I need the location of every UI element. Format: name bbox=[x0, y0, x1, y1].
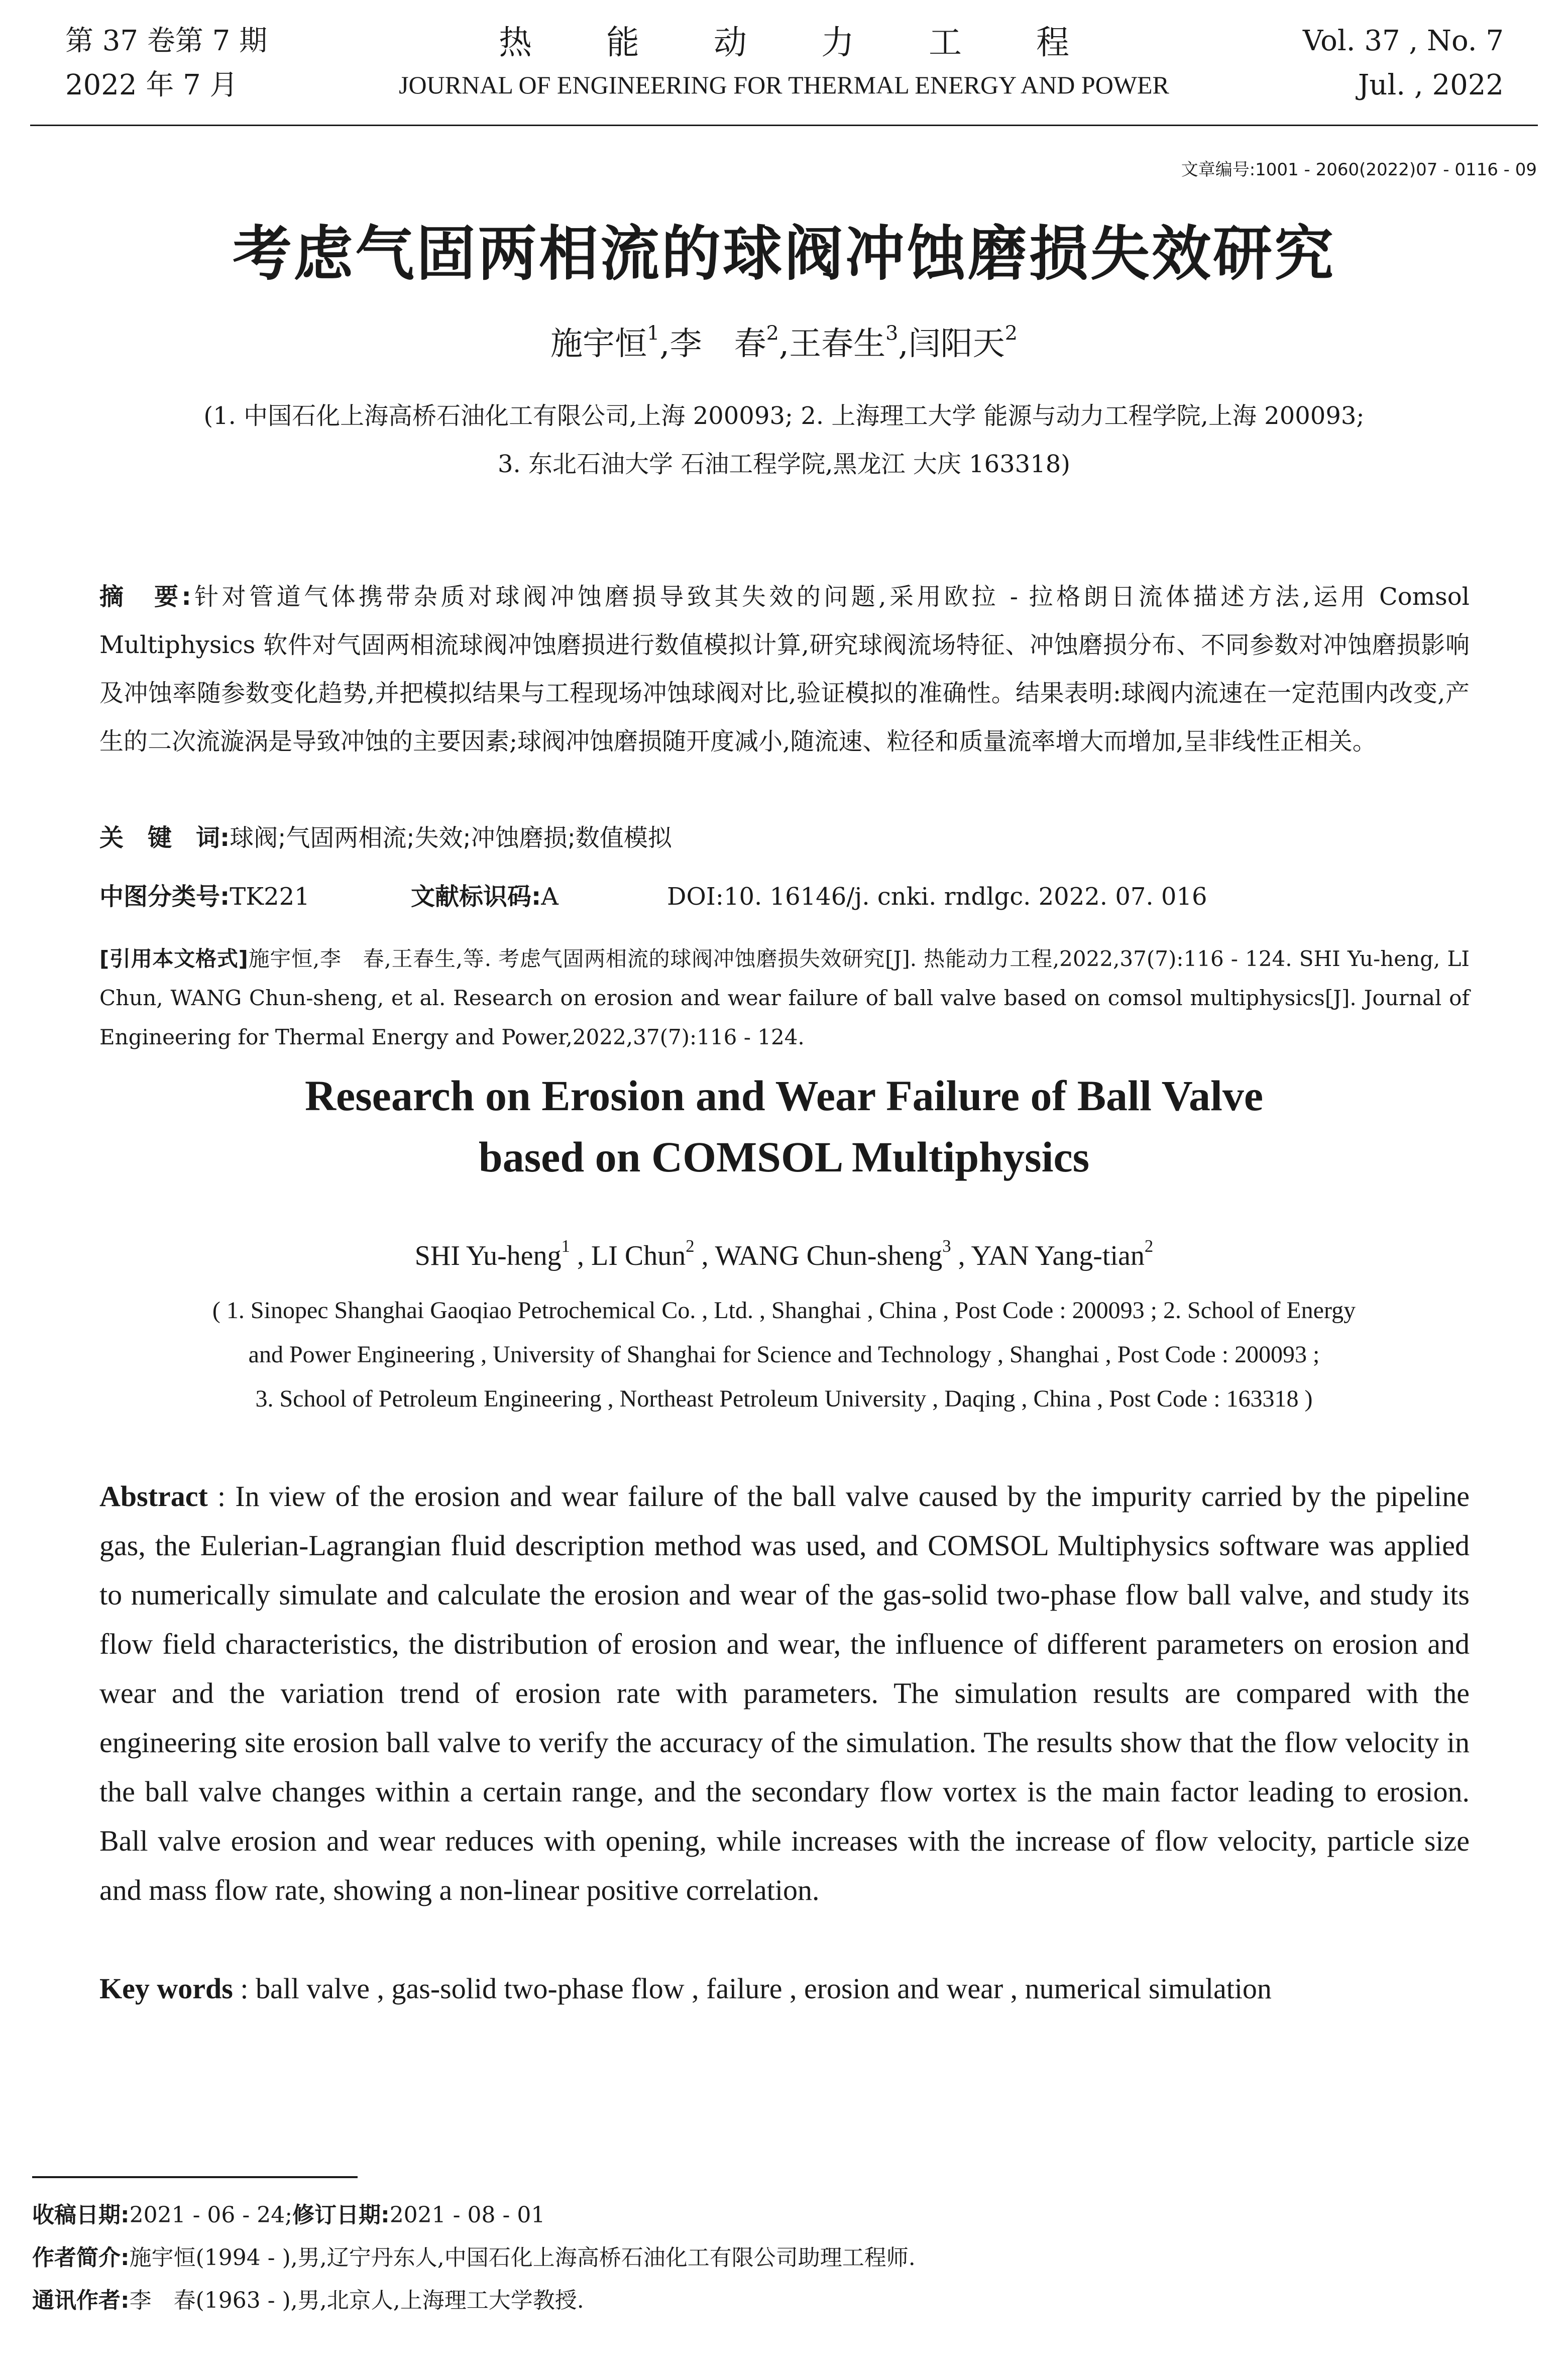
title-en bbox=[0, 1065, 1568, 1188]
doi: DOI:10. 16146/j. cnki. rndlgc. 2022. 07. 016 bbox=[667, 883, 1207, 911]
authors-cn bbox=[0, 321, 1568, 367]
journal-name-cn: 热能动力工程 bbox=[499, 23, 1144, 62]
article-number: 文章编号:1001 - 2060(2022)07 - 0116 - 09 bbox=[1181, 160, 1537, 180]
author-cn: 闫阳天$^2$ bbox=[908, 321, 1018, 363]
issue-date-en: Jul. , 2022 bbox=[1358, 69, 1504, 101]
abstract-cn-text: 针对管道气体携带杂质对球阀冲蚀磨损导致其失效的问题,采用欧拉 - 拉格朗日流体描述方法,运用 Comsol Multiphysics 软件对气固两相流球阀冲蚀磨损进行数值模拟计算,研究球阀流场特征、冲蚀磨损分布、不同参数对冲蚀磨损影响及冲蚀率随参数变化趋势,并把模拟结果与工程现场冲蚀球阀对比,验证模拟的准确性。结果表明:球阀内流速在一定范围内改变,产生的二次流漩涡是导致冲蚀的主要因素;球阀冲蚀磨损随开度减小,随流速、粒径和质量流率增大而增加,呈非线性正相关。 bbox=[99, 583, 1470, 756]
author-en: LI Chun$^2$ , bbox=[591, 1236, 715, 1271]
issue-info-en bbox=[1303, 19, 1504, 108]
clc-code: 中图分类号:TK221 bbox=[99, 883, 310, 911]
footnote-corresponding-author: 通讯作者:李 春(1963 - ),男,北京人,上海理工大学教授. bbox=[32, 2288, 584, 2313]
keywords-en-label: Key words bbox=[99, 1972, 233, 2005]
journal-name-en: JOURNAL OF ENGINEERING FOR THERMAL ENERGY AND POWER bbox=[399, 71, 1169, 99]
affiliation-en-line: 3. School of Petroleum Engineering , Northeast Petroleum University , Daqing , China , Post Code : 163318 ) bbox=[255, 1385, 1313, 1412]
author-en: WANG Chun-sheng$^3$ , bbox=[715, 1236, 971, 1271]
affiliations-en bbox=[0, 1289, 1568, 1421]
header-divider bbox=[30, 125, 1538, 126]
citation-text: 施宇恒,李 春,王春生,等. 考虑气固两相流的球阀冲蚀磨损失效研究[J]. 热能动力工程,2022,37(7):116 - 124. SHI Yu-heng, LI Chun, WANG Chun-sheng, et al. Research on erosion and wear failure of ball valve based on comsol multiphysics[J]. Journal of Engineering for Thermal Energy and Power,2022,37(7):116 - 124. bbox=[99, 946, 1470, 1049]
abstract-en-text: In view of the erosion and wear failure of the ball valve caused by the impurity carried by the pipeline gas, the Eulerian-Lagrangian fluid description method was used, and COMSOL Multiphysics software was applied to numerically simulate and calculate the erosion and wear of the gas-solid two-phase flow ball valve, and study its flow field characteristics, the distribution of erosion and wear, the influence of different parameters on erosion and wear and the variation trend of erosion rate with parameters. The simulation results are compared with the engineering site erosion ball valve to verify the accuracy of the simulation. The results show that the flow velocity in the ball valve changes within a certain range, and the secondary flow vortex is the main factor leading to erosion. Ball valve erosion and wear reduces with opening, while increases with the increase of flow velocity, particle size and mass flow rate, showing a non-linear positive correlation. bbox=[99, 1480, 1470, 1906]
author-cn: 施宇恒$^1$, bbox=[550, 321, 670, 363]
issue-date-cn: 2022 年 7 月 bbox=[65, 69, 238, 101]
affiliation-cn-line: 3. 东北石油大学 石油工程学院,黑龙江 大庆 163318) bbox=[497, 450, 1071, 478]
issue-volume-cn: 第 37 卷第 7 期 bbox=[65, 25, 268, 57]
author-en: SHI Yu-heng$^1$ , bbox=[414, 1236, 592, 1271]
author-cn: 李 春$^2$, bbox=[669, 321, 790, 363]
author-en: YAN Yang-tian$^2$ bbox=[971, 1236, 1154, 1271]
citation-format bbox=[99, 939, 1470, 1057]
affiliation-en-line: ( 1. Sinopec Shanghai Gaoqiao Petrochemical Co. , Ltd. , Shanghai , China , Post Code : 200093 ; 2. School of Energy bbox=[212, 1297, 1356, 1324]
keywords-cn bbox=[99, 814, 1470, 862]
abstract-en-label: Abstract bbox=[99, 1480, 208, 1513]
authors-en bbox=[0, 1236, 1568, 1276]
abstract-en: Abstract : In view of the erosion and wear failure of the ball valve caused by the impurity carried by the pipeline gas, the Eulerian-Lagrangian fluid description method was used, and COMSOL Multiphysics software was applied to numerically simulate and calculate the erosion and wear of the gas-solid two-phase flow ball valve, and study its flow field characteristics, the distribution of erosion and wear, the influence of different parameters on erosion and wear and the variation trend of erosion rate with parameters. The simulation results are compared with the engineering site erosion ball valve to verify the accuracy of the simulation. The results show that the flow velocity in the ball valve changes within a certain range, and the secondary flow vortex is the main factor leading to erosion. Ball valve erosion and wear reduces with opening, while increases with the increase of flow velocity, particle size and mass flow rate, showing a non-linear positive correlation. bbox=[99, 1480, 1470, 1906]
abstract-cn bbox=[99, 573, 1470, 766]
issue-volume-en: Vol. 37 , No. 7 bbox=[1302, 25, 1504, 57]
footnote-received: 收稿日期:2021 - 06 - 24;修订日期:2021 - 08 - 01 bbox=[32, 2202, 545, 2228]
footnote-author-bio: 作者简介:施宇恒(1994 - ),男,辽宁丹东人,中国石化上海高桥石油化工有限公司助理工程师. bbox=[32, 2245, 916, 2271]
classification-line bbox=[99, 879, 1207, 914]
title-en-line: based on COMSOL Multiphysics bbox=[478, 1133, 1090, 1181]
title-cn: 考虑气固两相流的球阀冲蚀磨损失效研究 bbox=[232, 219, 1335, 288]
affiliation-cn-line: (1. 中国石化上海高桥石油化工有限公司,上海 200093; 2. 上海理工大学 能源与动力工程学院,上海 200093; bbox=[203, 402, 1365, 430]
keywords-cn-label: 关 键 词: bbox=[99, 824, 230, 852]
footnote-divider bbox=[32, 2176, 358, 2178]
affiliation-en-line: and Power Engineering , University of Shanghai for Science and Technology , Shanghai , Post Code : 200093 ; bbox=[248, 1341, 1320, 1368]
keywords-en-text: ball valve , gas-solid two-phase flow , failure , erosion and wear , numerical simulation bbox=[255, 1972, 1272, 2005]
author-cn: 王春生$^3$, bbox=[789, 321, 909, 363]
keywords-en: Key words : ball valve , gas-solid two-phase flow , failure , erosion and wear , numerical simulation bbox=[99, 1972, 1272, 2005]
citation-label: [引用本文格式] bbox=[99, 946, 248, 971]
title-en-line: Research on Erosion and Wear Failure of Ball Valve bbox=[304, 1071, 1264, 1120]
document-code: 文献标识码:A bbox=[411, 883, 558, 911]
keywords-cn-text: 球阀;气固两相流;失效;冲蚀磨损;数值模拟 bbox=[230, 824, 672, 852]
abstract-cn-label: 摘 要: bbox=[99, 583, 191, 611]
